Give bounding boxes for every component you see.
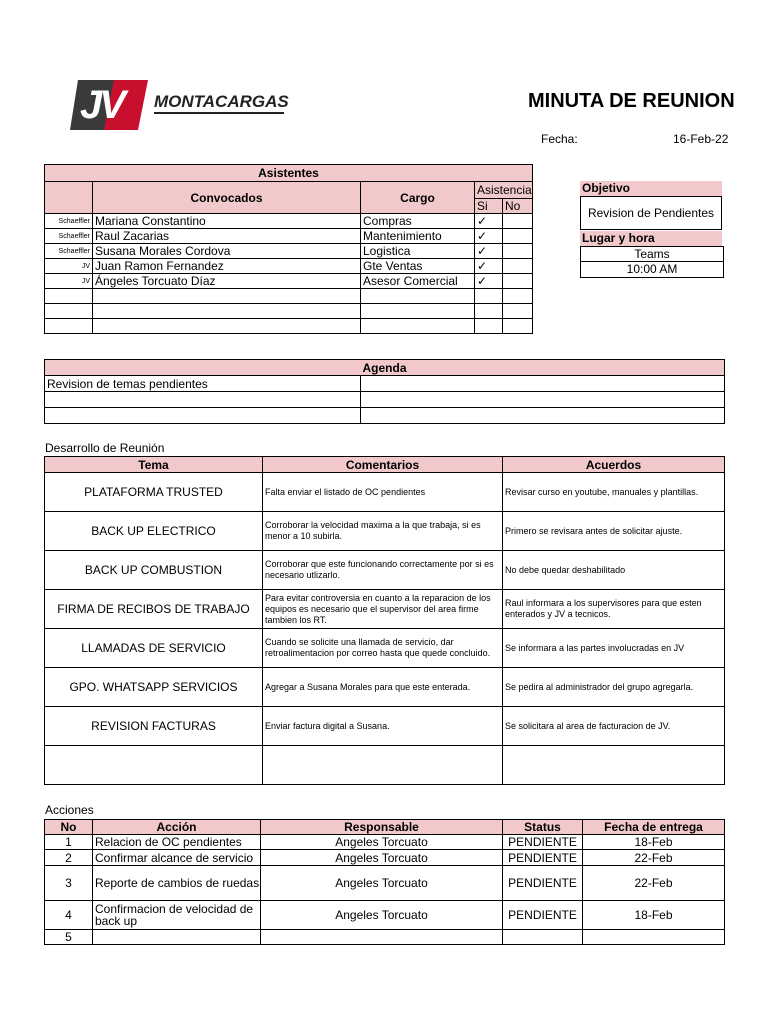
attendee-name: Juan Ramon Fernandez	[93, 259, 361, 274]
attendee-cargo: Logistica	[361, 244, 475, 259]
accion-fecha: 22-Feb	[583, 850, 725, 866]
empty-row	[45, 304, 533, 319]
accion-text	[93, 930, 261, 945]
accion-fecha	[583, 930, 725, 945]
attendee-row	[45, 274, 533, 289]
attendee-company: JV	[45, 274, 93, 289]
comentario-cell: Enviar factura digital a Susana.	[263, 707, 503, 746]
accion-responsable: Angeles Torcuato	[261, 866, 503, 901]
accion-no: 5	[45, 930, 93, 945]
tema-header: Tema	[45, 457, 263, 473]
accion-status	[503, 930, 583, 945]
attendee-si-check: ✓	[475, 259, 503, 274]
agenda-item-text: Revision de temas pendientes	[45, 376, 361, 392]
attendee-cargo: Asesor Comercial	[361, 274, 475, 289]
lugar-label: Lugar y hora	[580, 231, 722, 246]
accion-text: Confirmar alcance de servicio	[93, 850, 261, 866]
accion-row	[45, 930, 725, 945]
attendee-name: Raul Zacarias	[93, 229, 361, 244]
accion-header: Acción	[93, 820, 261, 835]
attendee-no	[503, 214, 533, 229]
responsable-header: Responsable	[261, 820, 503, 835]
objetivo-label: Objetivo	[580, 181, 722, 196]
attendee-cargo: Compras	[361, 214, 475, 229]
accion-no: 2	[45, 850, 93, 866]
tema-cell: LLAMADAS DE SERVICIO	[45, 629, 263, 668]
acuerdos-header: Acuerdos	[503, 457, 725, 473]
attendee-name: Ángeles Torcuato Díaz	[93, 274, 361, 289]
accion-row	[45, 901, 725, 930]
accion-status: PENDIENTE	[503, 835, 583, 850]
brand-underline	[154, 112, 284, 114]
agenda-item	[45, 392, 725, 408]
convocados-header: Convocados	[93, 182, 361, 214]
desarrollo-row	[45, 707, 725, 746]
attendee-si-check: ✓	[475, 214, 503, 229]
accion-no: 4	[45, 901, 93, 930]
tema-cell: PLATAFORMA TRUSTED	[45, 473, 263, 512]
accion-status: PENDIENTE	[503, 901, 583, 930]
accion-row	[45, 866, 725, 901]
comentario-cell: Corroborar que este funcionando correctamente por si es necesario utlizarlo.	[263, 551, 503, 590]
page-title: MINUTA DE REUNION	[528, 90, 735, 112]
asistencia-header: Asistencia	[475, 182, 533, 199]
attendee-no	[503, 229, 533, 244]
tema-cell: FIRMA DE RECIBOS DE TRABAJO	[45, 590, 263, 629]
comentario-cell: Para evitar controversia en cuanto a la reparacion de los equipos es necesario que el supervisor del area firme tambien los RT.	[263, 590, 503, 629]
accion-responsable: Angeles Torcuato	[261, 835, 503, 850]
accion-no: 3	[45, 866, 93, 901]
accion-row	[45, 850, 725, 866]
desarrollo-caption: Desarrollo de Reunión	[45, 441, 165, 455]
empty-row	[45, 319, 533, 334]
comentario-cell: Cuando se solicite una llamada de servicio, dar retroalimentacion por correo hasta que quede concluido.	[263, 629, 503, 668]
comentario-cell: Agregar a Susana Morales para que este enterada.	[263, 668, 503, 707]
fecha-entrega-header: Fecha de entrega	[583, 820, 725, 835]
hora-value: 10:00 AM	[580, 262, 724, 278]
attendee-row	[45, 229, 533, 244]
fecha-label: Fecha:	[541, 132, 578, 146]
comentario-cell: Corroborar la velocidad maxima a la que trabaja, si es menor a 10 subirla.	[263, 512, 503, 551]
accion-text: Reporte de cambios de ruedas	[93, 866, 261, 901]
attendee-no	[503, 274, 533, 289]
accion-text: Relacion de OC pendientes	[93, 835, 261, 850]
acuerdo-cell: Se solicitara al area de facturacion de JV.	[503, 707, 725, 746]
agenda-title: Agenda	[45, 360, 725, 376]
attendee-name: Susana Morales Cordova	[93, 244, 361, 259]
attendee-row	[45, 259, 533, 274]
accion-responsable	[261, 930, 503, 945]
attendee-company: JV	[45, 259, 93, 274]
tema-cell: BACK UP COMBUSTION	[45, 551, 263, 590]
accion-text: Confirmacion de velocidad de back up	[93, 901, 261, 930]
empty-row	[45, 289, 533, 304]
attendee-si-check: ✓	[475, 229, 503, 244]
comentarios-header: Comentarios	[263, 457, 503, 473]
comentario-cell	[263, 746, 503, 785]
acuerdo-cell: Primero se revisara antes de solicitar ajuste.	[503, 512, 725, 551]
acciones-table	[44, 819, 725, 945]
comentario-cell: Falta enviar el listado de OC pendientes	[263, 473, 503, 512]
company-col-header	[45, 182, 93, 214]
tema-cell	[45, 746, 263, 785]
no-header: No	[503, 199, 533, 214]
agenda-item	[45, 376, 725, 392]
tema-cell: REVISION FACTURAS	[45, 707, 263, 746]
company-logo	[70, 80, 290, 132]
agenda-item-text	[45, 392, 361, 408]
attendee-company: Schaeffler	[45, 214, 93, 229]
objetivo-value: Revision de Pendientes	[580, 196, 722, 230]
attendee-row	[45, 214, 533, 229]
accion-status: PENDIENTE	[503, 866, 583, 901]
attendee-row	[45, 244, 533, 259]
desarrollo-row	[45, 668, 725, 707]
acuerdo-cell	[503, 746, 725, 785]
accion-fecha: 18-Feb	[583, 901, 725, 930]
attendee-si-check: ✓	[475, 244, 503, 259]
acuerdo-cell: Se pedira al administrador del grupo agregarla.	[503, 668, 725, 707]
attendee-name: Mariana Constantino	[93, 214, 361, 229]
desarrollo-row	[45, 629, 725, 668]
desarrollo-row	[45, 473, 725, 512]
attendee-cargo: Mantenimiento	[361, 229, 475, 244]
accion-row	[45, 835, 725, 850]
no-col-header: No	[45, 820, 93, 835]
tema-cell: BACK UP ELECTRICO	[45, 512, 263, 551]
accion-no: 1	[45, 835, 93, 850]
acuerdo-cell: Se informara a las partes involucradas en JV	[503, 629, 725, 668]
si-header: Si	[475, 199, 503, 214]
agenda-item-text	[45, 408, 361, 424]
acuerdo-cell: No debe quedar deshabilitado	[503, 551, 725, 590]
asistentes-table	[44, 164, 533, 334]
fecha-value: 16-Feb-22	[673, 132, 729, 146]
desarrollo-row	[45, 746, 725, 785]
acuerdo-cell: Revisar curso en youtube, manuales y plantillas.	[503, 473, 725, 512]
accion-responsable: Angeles Torcuato	[261, 850, 503, 866]
status-header: Status	[503, 820, 583, 835]
tema-cell: GPO. WHATSAPP SERVICIOS	[45, 668, 263, 707]
attendee-no	[503, 244, 533, 259]
attendee-si-check: ✓	[475, 274, 503, 289]
asistentes-title: Asistentes	[45, 165, 533, 182]
agenda-item	[45, 408, 725, 424]
acuerdo-cell: Raul informara a los supervisores para que esten enterados y JV a tecnicos.	[503, 590, 725, 629]
logo-letters: JV	[80, 83, 123, 127]
accion-responsable: Angeles Torcuato	[261, 901, 503, 930]
desarrollo-table	[44, 456, 725, 785]
attendee-company: Schaeffler	[45, 229, 93, 244]
desarrollo-row	[45, 551, 725, 590]
lugar-value: Teams	[580, 246, 724, 262]
desarrollo-row	[45, 590, 725, 629]
attendee-cargo: Gte Ventas	[361, 259, 475, 274]
attendee-company: Schaeffler	[45, 244, 93, 259]
cargo-header: Cargo	[361, 182, 475, 214]
acciones-caption: Acciones	[45, 803, 94, 817]
accion-status: PENDIENTE	[503, 850, 583, 866]
accion-fecha: 18-Feb	[583, 835, 725, 850]
desarrollo-row	[45, 512, 725, 551]
attendee-no	[503, 259, 533, 274]
agenda-table	[44, 359, 725, 424]
accion-fecha: 22-Feb	[583, 866, 725, 901]
brand-name: MONTACARGAS	[154, 92, 289, 111]
